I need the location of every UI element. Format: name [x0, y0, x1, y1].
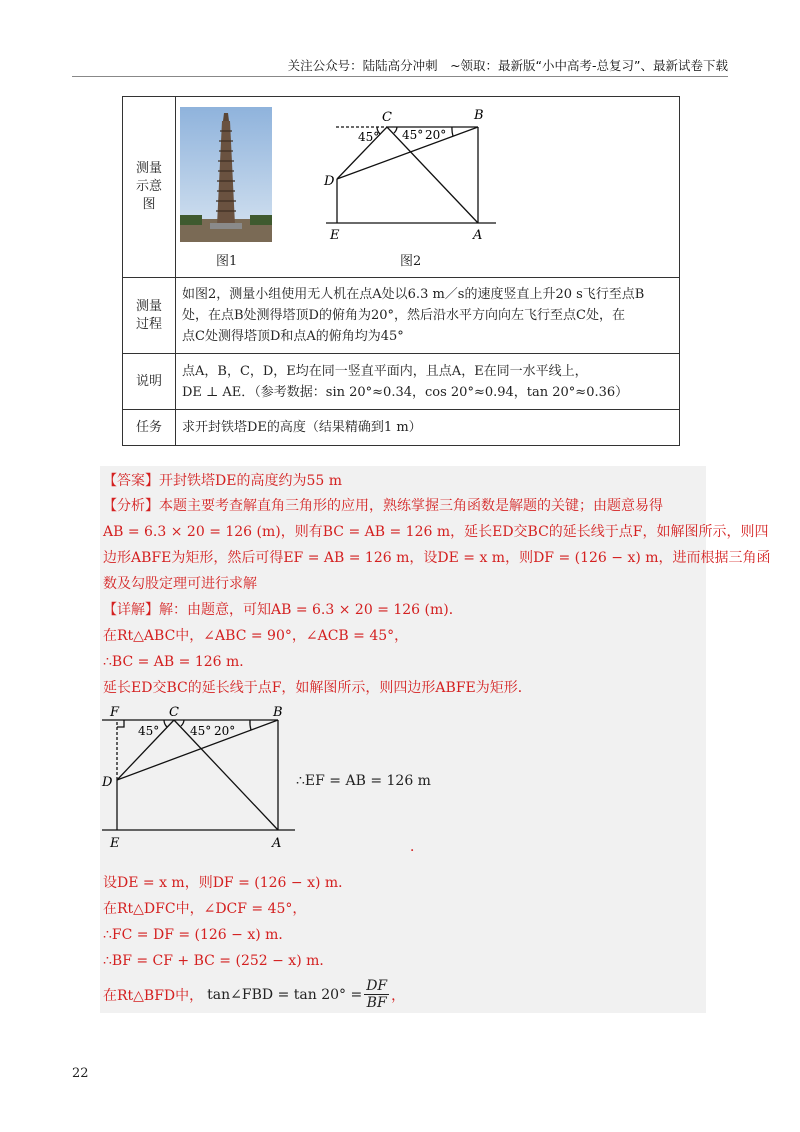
fig3-label-b: B — [273, 705, 283, 720]
diagram-cell — [176, 97, 680, 278]
figure-2-diagram — [316, 97, 516, 247]
final-fraction: $\frac{DF}{BF}$ — [366, 978, 388, 1011]
fig2-label-b: B — [474, 108, 484, 123]
fig2-caption: 图2 — [400, 254, 422, 269]
analysis-line-4: 数及勾股定理可进行求解 — [103, 576, 257, 592]
detail-line-4: 延长ED交BC的延长线于点F，如解图所示，则四边形ABFE为矩形． — [103, 680, 532, 696]
answer-line: 【答案】开封铁塔DE的高度约为55 m — [103, 473, 342, 489]
pagoda-photo — [180, 107, 272, 242]
fig2-label-a: A — [473, 228, 483, 243]
final-line: 在Rt△BFD中， tan∠FBD = tan 20° = $\frac{DF}{BF}$ ， — [103, 978, 406, 1011]
task-table — [122, 96, 680, 446]
table-row-notes — [123, 354, 680, 410]
step-line-1: 设DE = x m，则DF = (126 − x) m． — [103, 875, 353, 891]
label-notes: 说明 — [123, 354, 176, 410]
analysis-line-2: AB = 6.3 × 20 = 126 (m)，则有BC = AB = 126 m，延长ED交BC的延长线于点F，如解图所示，则四 — [103, 524, 769, 540]
detail-line-1: 【详解】解：由题意，可知AB = 6.3 × 20 = 126 (m)． — [103, 602, 463, 618]
label-task: 任务 — [123, 410, 176, 446]
fig3-angle-3: 20° — [214, 724, 236, 738]
page-header: 关注公众号：陆陆高分冲刺 ~领取：最新版“小中高考-总复习”、最新试卷下载 — [287, 58, 728, 73]
step-line-4: ∴BF = CF + BC = (252 − x) m． — [103, 953, 334, 969]
fig3-label-e: E — [110, 836, 120, 850]
solution-diagram — [100, 700, 300, 850]
step-line-3: ∴FC = DF = (126 − x) m． — [103, 927, 293, 943]
analysis-line-3: 边形ABFE为矩形，然后可得EF = AB = 126 m，设DE = x m，则DF = (126 − x) m，进而根据三角函 — [103, 550, 771, 566]
fig3-label-f: F — [110, 705, 120, 720]
fig2-label-e: E — [330, 228, 340, 243]
detail-line-3: ∴BC = AB = 126 m． — [103, 654, 254, 670]
stray-dot: ． — [410, 839, 424, 855]
fig3-label-c: C — [169, 705, 179, 720]
process-text: 如图2，测量小组使用无人机在点A处以6.3 m／s的速度竖直上升20 s飞行至点B 处，在点B处测得塔顶D的俯角为20°，然后沿水平方向向左飞行至点C处，在 点C处测得塔顶D和点A的俯角均为45° — [176, 278, 680, 354]
step-line-2: 在Rt△DFC中，∠DCF = 45°， — [103, 901, 307, 917]
fig2-label-c: C — [382, 110, 392, 125]
label-diagram: 测量示意图 — [123, 97, 176, 278]
table-row-diagram — [123, 97, 680, 278]
fig2-label-d: D — [324, 174, 335, 189]
fig1-caption: 图1 — [216, 254, 238, 269]
fig2-angle-2: 45° — [402, 128, 424, 142]
table-row-task — [123, 410, 680, 446]
ef-note: ∴EF = AB = 126 m — [296, 773, 431, 789]
fig3-angle-2: 45° — [190, 724, 212, 738]
label-process: 测量过程 — [123, 278, 176, 354]
table-row-process — [123, 278, 680, 354]
detail-line-2: 在Rt△ABC中，∠ABC = 90°，∠ACB = 45°， — [103, 628, 409, 644]
header-rule — [72, 76, 728, 77]
fig2-angle-1: 45° — [358, 130, 380, 144]
fig3-angle-1: 45° — [138, 724, 160, 738]
analysis-line-1: 【分析】本题主要考查解直角三角形的应用，熟练掌握三角函数是解题的关键；由题意易得 — [103, 498, 663, 514]
page-number: 22 — [72, 1066, 89, 1081]
notes-text: 点A，B，C，D，E均在同一竖直平面内，且点A，E在同一水平线上， DE ⊥ AE．（参考数据：sin 20°≈0.34，cos 20°≈0.94，tan 20°≈0.36） — [176, 354, 680, 410]
task-text: 求开封铁塔DE的高度（结果精确到1 m） — [176, 410, 680, 446]
fig3-label-d: D — [102, 775, 113, 790]
fig3-label-a: A — [272, 836, 282, 850]
fig2-angle-3: 20° — [425, 128, 447, 142]
